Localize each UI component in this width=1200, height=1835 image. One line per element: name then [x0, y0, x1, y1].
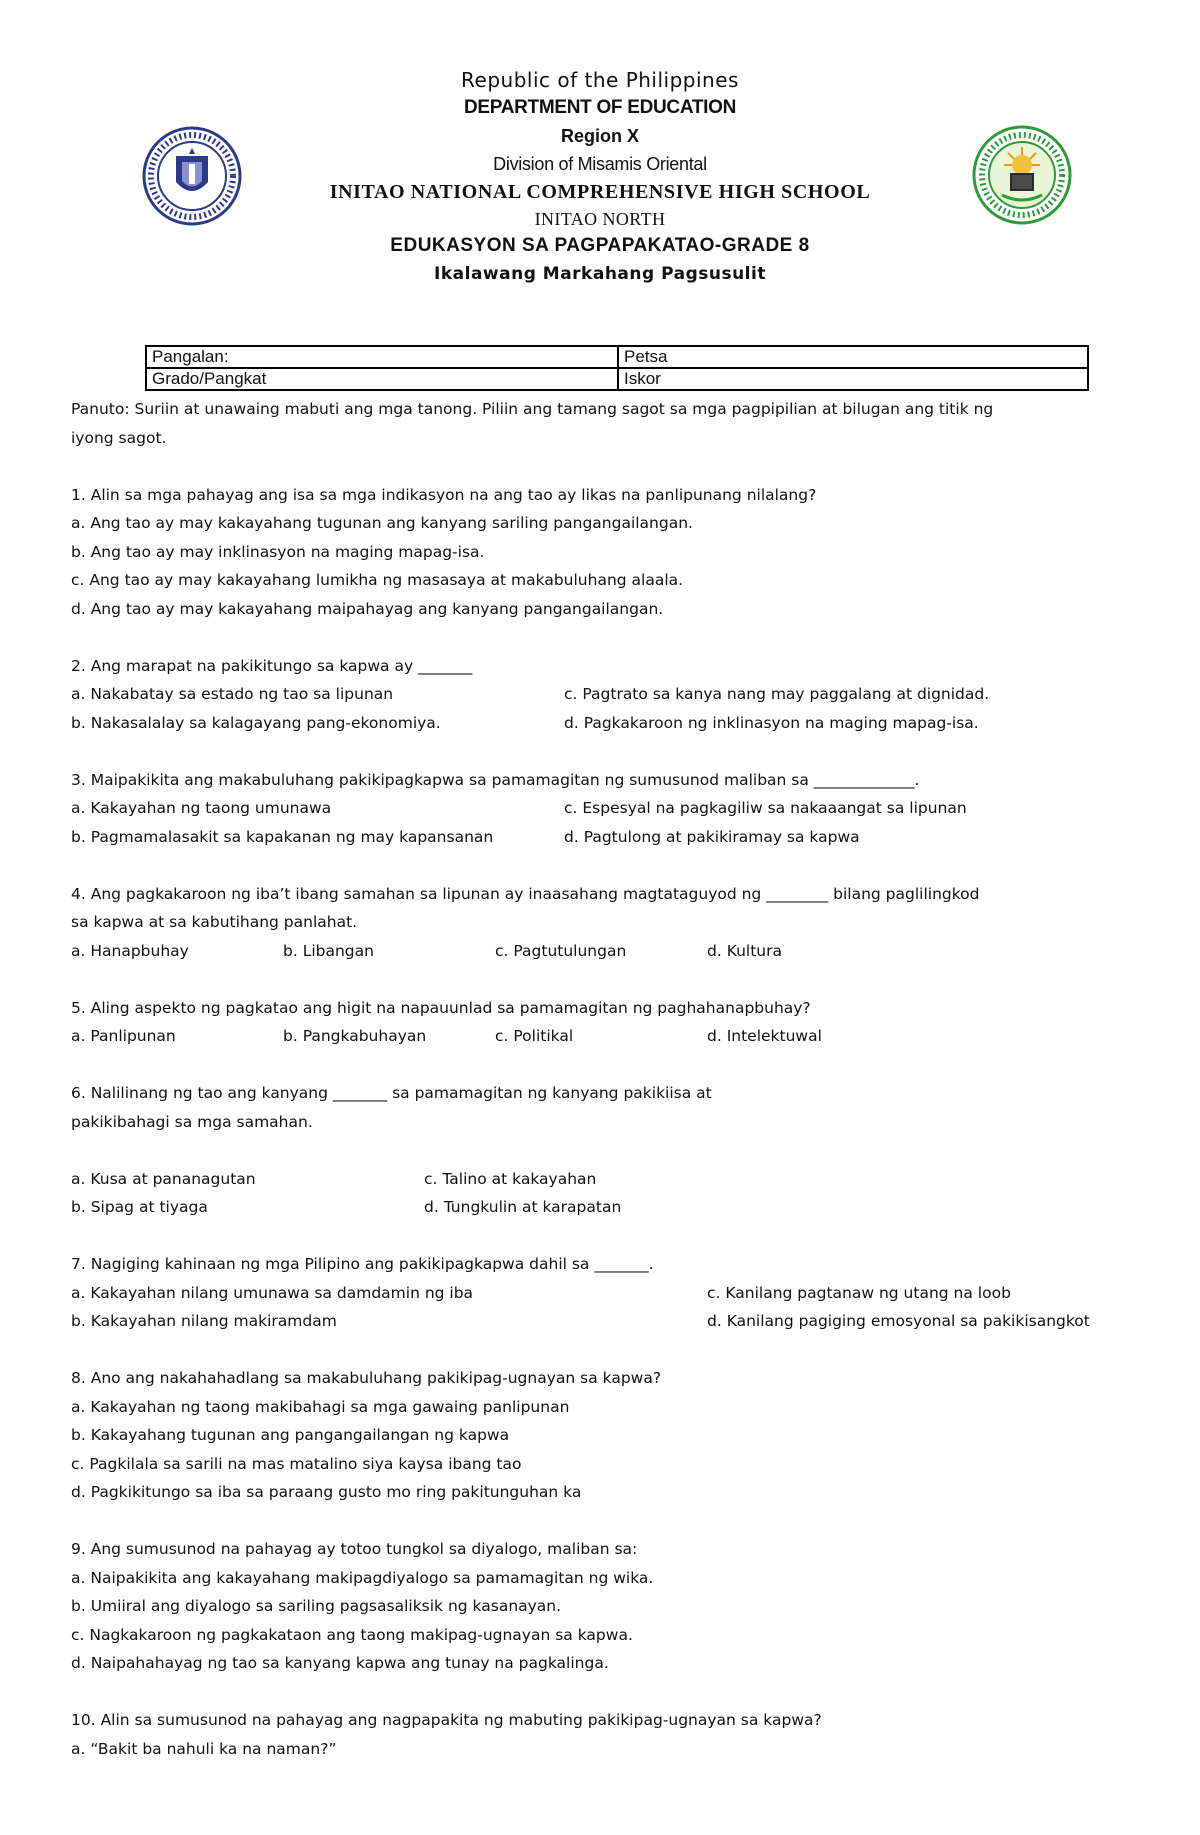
- answer-choice[interactable]: b. Libangan: [283, 941, 374, 960]
- choice-row: [71, 709, 1151, 738]
- question-stem: 1. Alin sa mga pahayag ang isa sa mga indikasyon na ang tao ay likas na panlipunang nilalang?: [71, 485, 817, 504]
- school-name: INITAO NATIONAL COMPREHENSIVE HIGH SCHOOL: [329, 181, 871, 203]
- choice-row: [71, 794, 1151, 823]
- choice-row: [71, 1279, 1151, 1308]
- answer-choice[interactable]: c. Kanilang pagtanaw ng utang na loob: [707, 1283, 1011, 1302]
- answer-choice[interactable]: c. Ang tao ay may kakayahang lumikha ng masasaya at makabuluhang alaala.: [71, 571, 684, 589]
- choice-row: [71, 1307, 1151, 1336]
- answer-choice[interactable]: d. Kanilang pagiging emosyonal sa pakikisangkot: [707, 1312, 1090, 1330]
- answer-choice[interactable]: d. Ang tao ay may kakayahang maipahayag ang kanyang pangangailangan.: [71, 599, 664, 618]
- question-stem: 2. Ang marapat na pakikitungo sa kapwa ay _______: [71, 656, 473, 675]
- instructions-line: iyong sagot.: [71, 428, 167, 447]
- answer-choice[interactable]: b. Sipag at tiyaga: [71, 1198, 208, 1216]
- question-stem: 9. Ang sumusunod na pahayag ay totoo tungkol sa diyalogo, maliban sa:: [71, 1540, 638, 1558]
- answer-choice[interactable]: a. Naipakikita ang kakayahang makipagdiyalogo sa pamamagitan ng wika.: [71, 1568, 654, 1587]
- document-header: [0, 66, 1200, 288]
- question-stem: pakikibahagi sa mga samahan.: [71, 1112, 313, 1131]
- answer-choice[interactable]: c. Pagtrato sa kanya nang may paggalang at dignidad.: [564, 685, 990, 703]
- question-stem: 7. Nagiging kahinaan ng mga Pilipino ang pakikipagkapwa dahil sa _______.: [71, 1255, 654, 1273]
- answer-choice[interactable]: b. Pagmamalasakit sa kapakanan ng may kapansanan: [71, 827, 494, 846]
- score-field[interactable]: Iskor: [618, 368, 1088, 390]
- answer-choice[interactable]: c. Pagkilala sa sarili na mas matalino siya kaysa ibang tao: [71, 1454, 522, 1473]
- question-stem: 4. Ang pagkakaroon ng iba’t ibang samahan sa lipunan ay inaasahang magtataguyod ng ________ bilang paglilingkod: [71, 884, 980, 903]
- answer-choice[interactable]: b. Kakayahan nilang makiramdam: [71, 1312, 337, 1330]
- answer-choice[interactable]: c. Talino at kakayahan: [424, 1169, 597, 1188]
- choice-row: [71, 1193, 1151, 1222]
- answer-choice[interactable]: b. Pangkabuhayan: [283, 1027, 427, 1045]
- answer-choice[interactable]: a. Kakayahan ng taong umunawa: [71, 799, 332, 817]
- answer-choice[interactable]: d. Kultura: [707, 941, 782, 960]
- choice-row: [71, 680, 1151, 709]
- answer-choice[interactable]: b. Nakasalalay sa kalagayang pang-ekonomiya.: [71, 713, 441, 732]
- department-line: DEPARTMENT OF EDUCATION: [463, 97, 737, 118]
- grade-section-field[interactable]: Grado/Pangkat: [146, 368, 618, 390]
- question-stem: 5. Aling aspekto ng pagkatao ang higit na napauunlad sa pamamagitan ng paghahanapbuhay?: [71, 998, 811, 1017]
- name-field[interactable]: Pangalan:: [146, 346, 618, 368]
- question-stem: 6. Nalilinang ng tao ang kanyang _______ sa pamamagitan ng kanyang pakikiisa at: [71, 1084, 712, 1102]
- answer-choice[interactable]: b. Umiiral ang diyalogo sa sariling pagsasaliksik ng kasanayan.: [71, 1597, 562, 1615]
- question-stem: sa kapwa at sa kabutihang panlahat.: [71, 913, 358, 931]
- answer-choice[interactable]: b. Ang tao ay may inklinasyon na maging mapag-isa.: [71, 542, 485, 561]
- answer-choice[interactable]: a. Kakayahan nilang umunawa sa damdamin ng iba: [71, 1283, 474, 1302]
- answer-choice[interactable]: d. Pagtulong at pakikiramay sa kapwa: [564, 827, 860, 846]
- answer-choice[interactable]: c. Espesyal na pagkagiliw sa nakaaangat sa lipunan: [564, 799, 967, 817]
- choice-row: [71, 823, 1151, 852]
- date-field[interactable]: Petsa: [618, 346, 1088, 368]
- question-stem: 3. Maipakikita ang makabuluhang pakikipagkapwa sa pamamagitan ng sumusunod maliban sa _____________.: [71, 770, 920, 789]
- choice-row: [71, 937, 1151, 966]
- answer-choice[interactable]: a. “Bakit ba nahuli ka na naman?”: [71, 1739, 337, 1758]
- answer-choice[interactable]: a. Kusa at pananagutan: [71, 1169, 256, 1188]
- student-info-table: [145, 345, 1089, 391]
- answer-choice[interactable]: d. Intelektuwal: [707, 1027, 822, 1045]
- answer-choice[interactable]: d. Naipahahayag ng tao sa kanyang kapwa ang tunay na pagkalinga.: [71, 1654, 609, 1672]
- subject-title: EDUKASYON SA PAGPAPAKATAO-GRADE 8: [390, 235, 810, 256]
- answer-choice[interactable]: a. Panlipunan: [71, 1027, 176, 1045]
- instructions-line: Panuto: Suriin at unawaing mabuti ang mga tanong. Piliin ang tamang sagot sa mga pagpipilian at bilugan ang titik ng: [71, 400, 994, 418]
- region-line: Region X: [560, 126, 639, 146]
- question-stem: 8. Ano ang nakahahadlang sa makabuluhang pakikipag-ugnayan sa kapwa?: [71, 1369, 662, 1387]
- answer-choice[interactable]: a. Hanapbuhay: [71, 941, 189, 960]
- answer-choice[interactable]: d. Pagkikitungo sa iba sa paraang gusto mo ring pakitunguhan ka: [71, 1483, 582, 1501]
- exam-title: Ikalawang Markahang Pagsusulit: [434, 264, 766, 284]
- choice-row: [71, 1165, 1151, 1194]
- answer-choice[interactable]: d. Pagkakaroon ng inklinasyon na maging mapag-isa.: [564, 713, 979, 732]
- answer-choice[interactable]: c. Politikal: [495, 1027, 574, 1045]
- exam-body: [71, 395, 1151, 1763]
- answer-choice[interactable]: b. Kakayahang tugunan ang pangangailangan ng kapwa: [71, 1426, 510, 1444]
- answer-choice[interactable]: a. Kakayahan ng taong makibahagi sa mga gawaing panlipunan: [71, 1397, 570, 1416]
- answer-choice[interactable]: c. Pagtutulungan: [495, 941, 627, 960]
- answer-choice[interactable]: a. Ang tao ay may kakayahang tugunan ang kanyang sariling pangangailangan.: [71, 514, 693, 532]
- choice-row: [71, 1022, 1151, 1051]
- question-stem: 10. Alin sa sumusunod na pahayag ang nagpapakita ng mabuting pakikipag-ugnayan sa kapwa?: [71, 1711, 822, 1729]
- answer-choice[interactable]: d. Tungkulin at karapatan: [424, 1198, 622, 1216]
- answer-choice[interactable]: a. Nakabatay sa estado ng tao sa lipunan: [71, 685, 394, 703]
- answer-choice[interactable]: c. Nagkakaroon ng pagkakataon ang taong makipag-ugnayan sa kapwa.: [71, 1625, 633, 1644]
- republic-line: Republic of the Philippines: [461, 68, 739, 92]
- division-line: Division of Misamis Oriental: [493, 154, 707, 174]
- district-line: INITAO NORTH: [534, 209, 666, 229]
